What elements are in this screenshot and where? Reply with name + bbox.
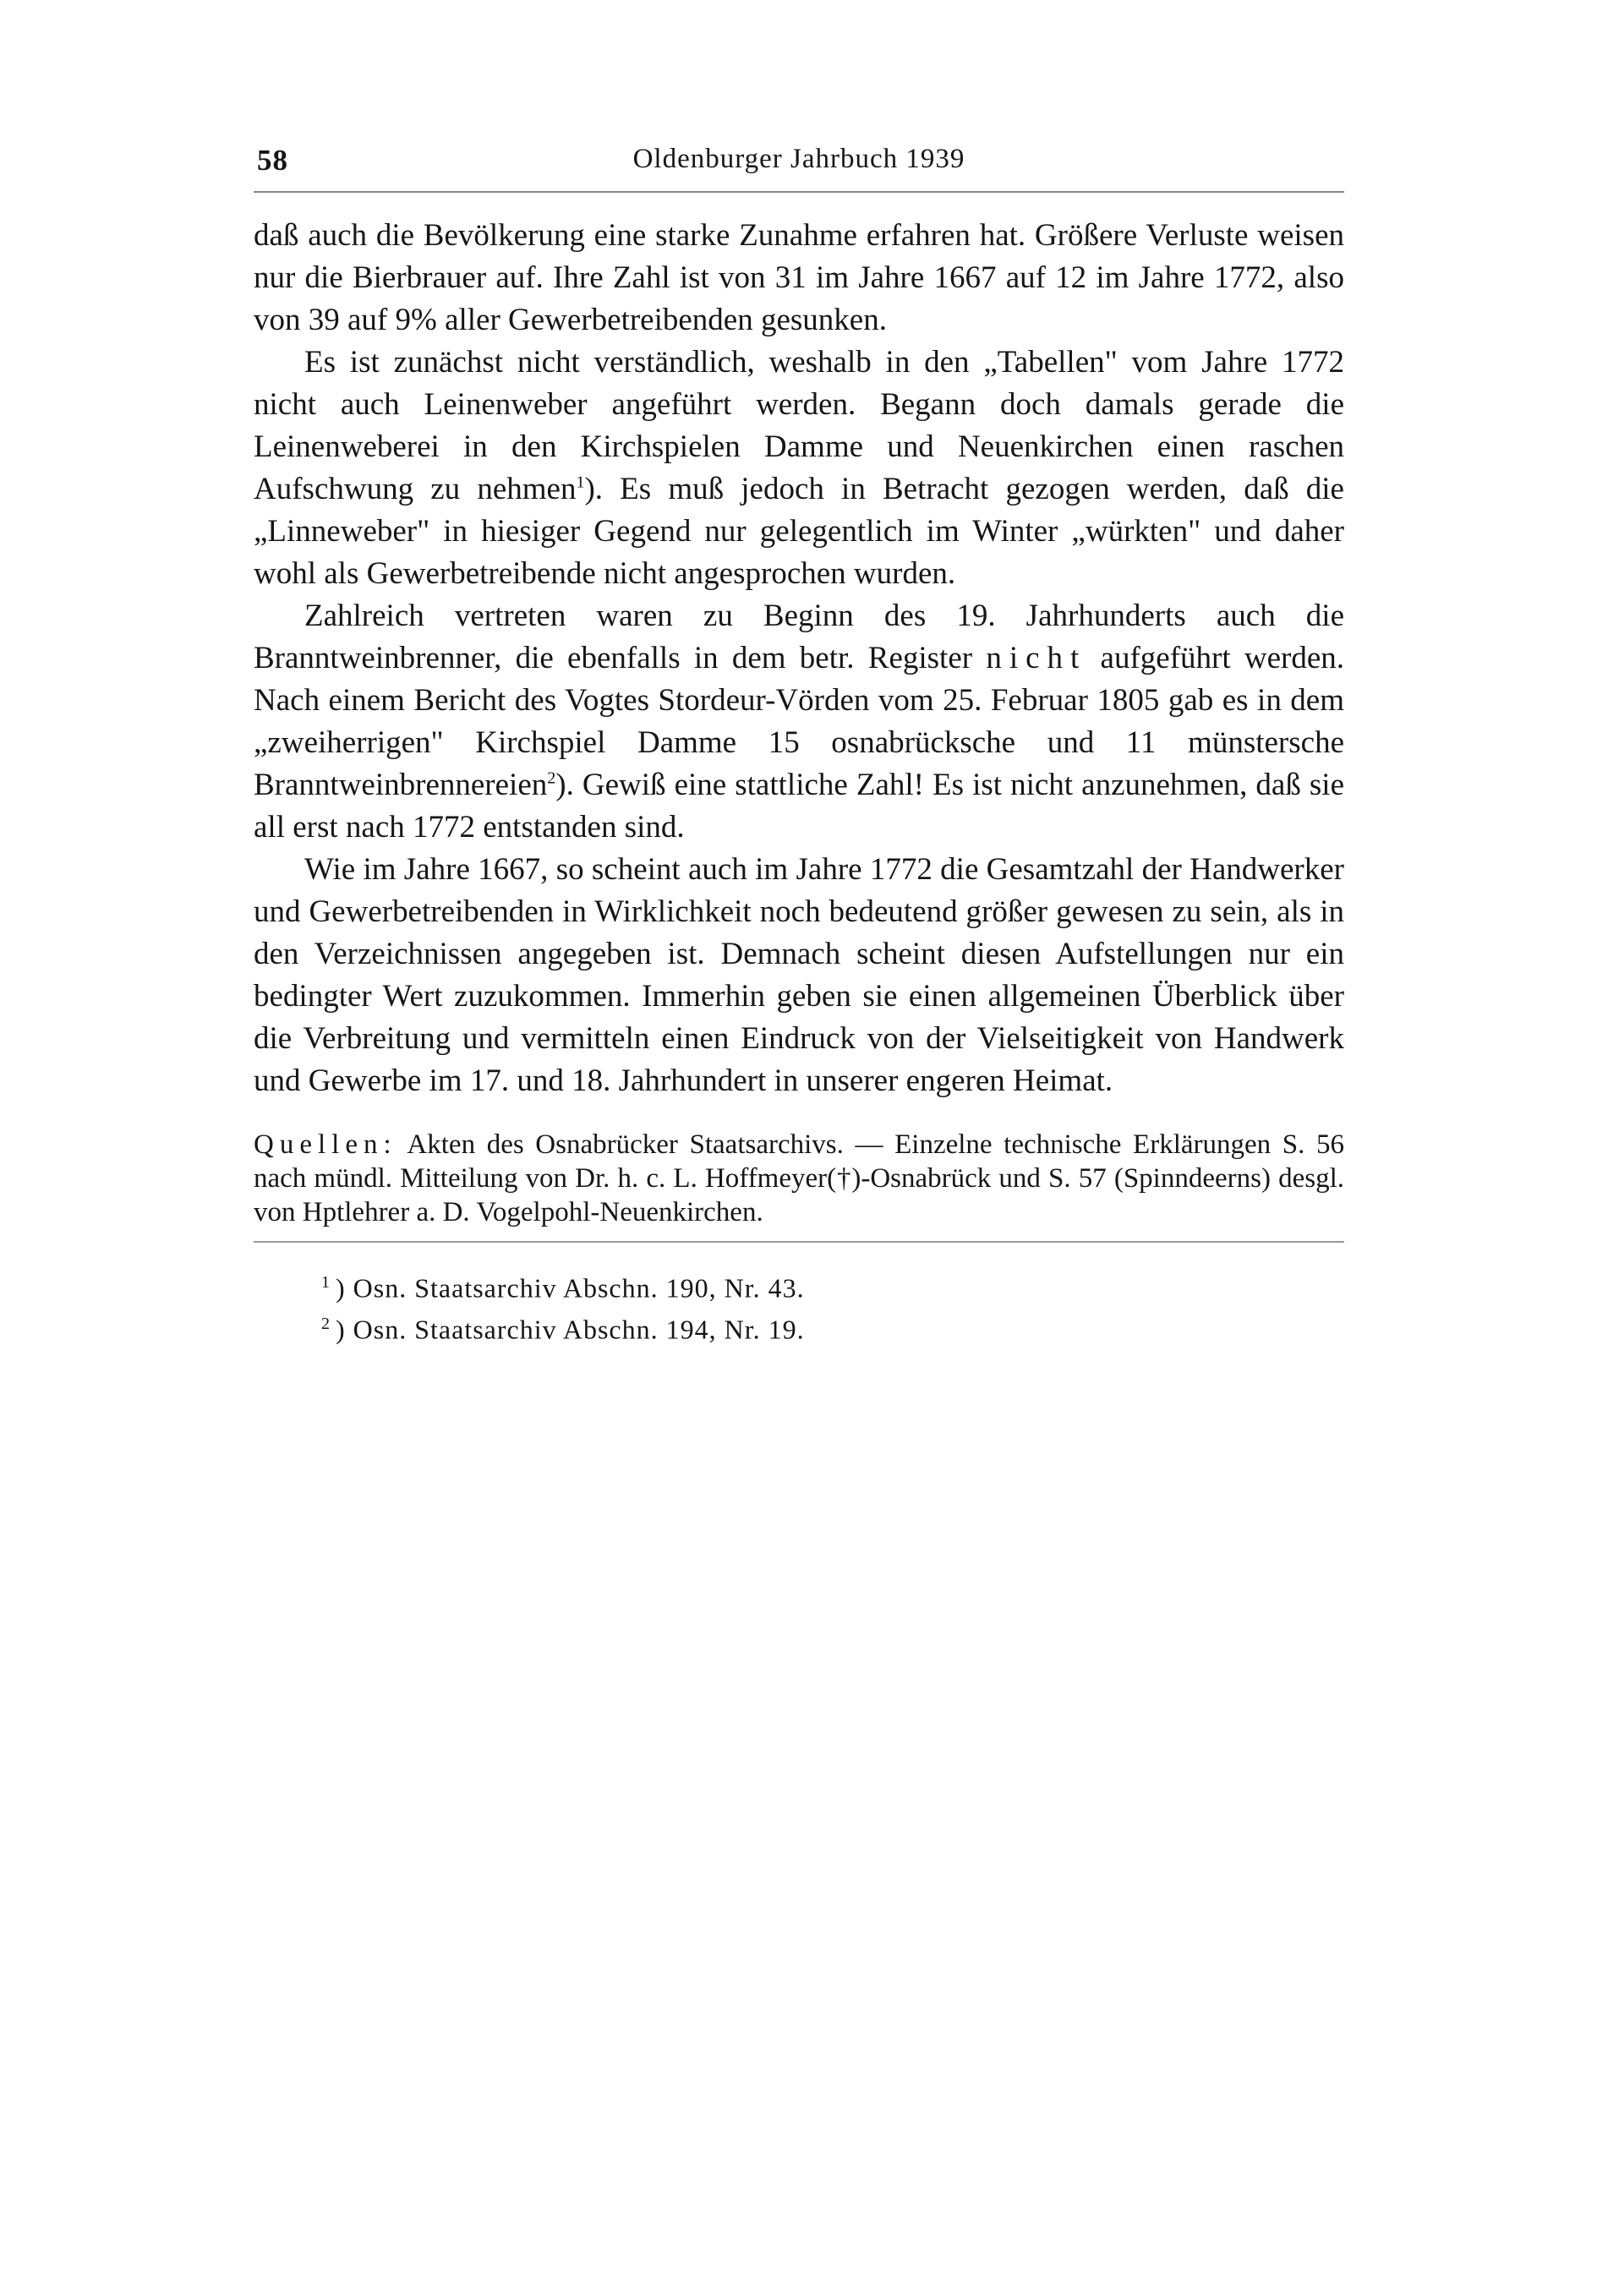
footnote-1 bbox=[321, 1265, 1344, 1306]
emphasis-nicht: nicht bbox=[986, 641, 1087, 675]
sources-label: Quellen: bbox=[254, 1129, 397, 1160]
paragraph-1: daß auch die Bevölkerung eine starke Zunahme erfahren hat. Größere Verluste weisen nur die Bierbrauer auf. Ihre Zahl ist von 31 im Jahre 1667 auf 12 im Jahre 1772, also von 39 auf 9% aller Gewerbetreibenden gesunken. bbox=[254, 218, 1344, 337]
sources-text: Akten des Osnabrücker Staatsarchivs. — Einzelne technische Erklärungen S. 56 nach mündl. Mitteilung von Dr. h. c. L. Hoffmeyer(†)-Osnabrück und S. 57 (Spinndeerns) desgl. von Hptlehrer a. D. Vogelpohl-Neuenkirchen. bbox=[254, 1129, 1344, 1227]
paragraph-3 bbox=[254, 595, 1344, 849]
paragraph-3-text-a: Zahlreich vertreten waren zu Beginn des 19. Jahrhunderts auch die Branntweinbrenner, die ebenfalls in dem betr. Register bbox=[254, 599, 1344, 675]
sources-note bbox=[254, 1128, 1344, 1229]
paragraph-3-text-b: aufgeführt werden. Nach einem Bericht des Vogtes Stordeur-Vörden vom 25. Februar 1805 gab es in dem „zweiherrigen" Kirchspiel Damme 15 osnabrücksche und 11 münstersche Branntweinbrennereien bbox=[254, 641, 1344, 802]
running-title: Oldenburger Jahrbuch 1939 bbox=[632, 144, 965, 174]
page-number: 58 bbox=[257, 144, 288, 177]
footnote-ref-1: 1 bbox=[576, 473, 585, 492]
paragraph-3-text-c: ). Gewiß eine stattliche Zahl! Es ist nicht anzunehmen, daß sie all erst nach 1772 entstanden sind. bbox=[254, 768, 1344, 845]
paragraph-2 bbox=[254, 342, 1344, 595]
header-rule bbox=[254, 191, 1344, 193]
footnote-rule bbox=[254, 1241, 1344, 1243]
footnote-text: ) Osn. Staatsarchiv Abschn. 190, Nr. 43. bbox=[336, 1272, 805, 1304]
footnote-2 bbox=[321, 1306, 1344, 1348]
paragraph-4: Wie im Jahre 1667, so scheint auch im Jahre 1772 die Gesamtzahl der Handwerker und Gewerbetreibenden in Wirklichkeit noch bedeutend größer gewesen zu sein, als in den Verzeichnissen angegeben ist. Demnach scheint diesen Aufstellungen nur ein bedingter Wert zuzukommen. Immerhin geben sie einen allgemeinen Überblick über die Verbreitung und vermitteln einen Eindruck von der Vielseitigkeit von Handwerk und Gewerbe im 17. und 18. Jahrhundert in unserer engeren Heimat. bbox=[254, 852, 1344, 1098]
footnote-mark: 1 bbox=[321, 1273, 331, 1292]
page-header bbox=[254, 135, 1344, 183]
footnote-ref-2: 2 bbox=[547, 768, 556, 788]
paragraph-2-text-b: ). Es muß jedoch in Betracht gezogen werden, daß die „Linneweber" in hiesiger Gegend nur gelegentlich im Winter „würkten" und daher wohl als Gewerbetreibende nicht angesprochen wurden. bbox=[254, 472, 1344, 591]
document-page bbox=[254, 135, 1344, 1347]
paragraph-2-text-a: Es ist zunächst nicht verständlich, weshalb in den „Tabellen" vom Jahre 1772 nicht auch Leinenweber angeführt werden. Begann doch damals gerade die Leinenweberei in den Kirchspielen Damme und Neuenkirchen einen raschen Aufschwung zu nehmen bbox=[254, 345, 1344, 506]
footnote-text: ) Osn. Staatsarchiv Abschn. 194, Nr. 19. bbox=[336, 1314, 805, 1345]
body-text bbox=[254, 215, 1344, 1102]
footnote-mark: 2 bbox=[321, 1314, 331, 1333]
footnotes bbox=[254, 1265, 1344, 1347]
